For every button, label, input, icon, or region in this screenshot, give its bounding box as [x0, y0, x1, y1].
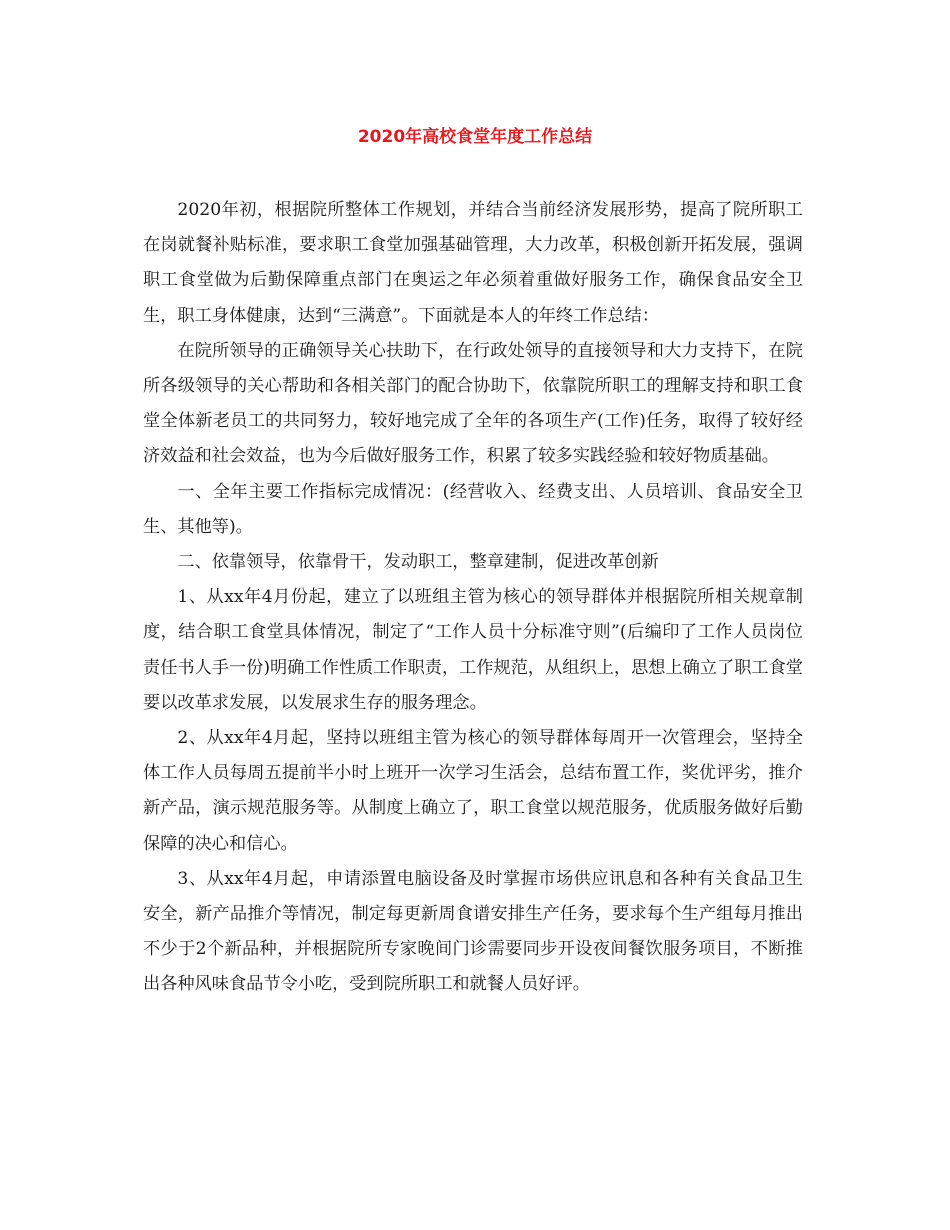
paragraph-item-1: 1、从xx年4月份起，建立了以班组主管为核心的领导群体并根据院所相关规章制度，结合职工食堂具体情况，制定了“工作人员十分标准守则”(后编印了工作人员岗位责任书人手一份)明确工作性质工作职责，工作规范，从组织上，思想上确立了职工食堂要以改革求发展，以发展求生存的服务理念。 — [143, 587, 803, 713]
document-body — [143, 193, 803, 1003]
paragraph-intro: 2020年初，根据院所整体工作规划，并结合当前经济发展形势，提高了院所职工在岗就餐补贴标准，要求职工食堂加强基础管理，大力改革，积极创新开拓发展，强调职工食堂做为后勤保障重点部门在奥运之年必须着重做好服务工作，确保食品安全卫生，职工身体健康，达到“三满意”。下面就是本人的年终工作总结： — [143, 200, 803, 326]
paragraph-item-3: 3、从xx年4月起，申请添置电脑设备及时掌握市场供应讯息和各种有关食品卫生安全，新产品推介等情况，制定每更新周食谱安排生产任务，要求每个生产组每月推出不少于2个新品种，并根据院所专家晚间门诊需要同步开设夜间餐饮服务项目，不断推出各种风味食品节令小吃，受到院所职工和就餐人员好评。 — [143, 868, 803, 995]
paragraph-leadership: 在院所领导的正确领导关心扶助下，在行政处领导的直接领导和大力支持下，在院所各级领导的关心帮助和各相关部门的配合协助下，依靠院所职工的理解支持和职工食堂全体新老员工的共同努力，较好地完成了全年的各项生产(工作)任务，取得了较好经济效益和社会效益，也为今后做好服务工作，积累了较多实践经验和较好物质基础。 — [143, 340, 803, 467]
paragraph-section-two: 二、依靠领导，依靠骨干，发动职工，整章建制，促进改革创新 — [177, 552, 659, 573]
paragraph-item-2: 2、从xx年4月起，坚持以班组主管为核心的领导群体每周开一次管理会，坚持全体工作人员每周五提前半小时上班开一次学习生活会，总结布置工作，奖优评劣，推介新产品，演示规范服务等。从制度上确立了，职工食堂以规范服务，优质服务做好后勤保障的决心和信心。 — [143, 728, 803, 854]
paragraph-section-one: 一、全年主要工作指标完成情况：(经营收入、经费支出、人员培训、食品安全卫生、其他等)。 — [143, 481, 803, 537]
page-title: 2020年高校食堂年度工作总结 — [357, 127, 593, 147]
